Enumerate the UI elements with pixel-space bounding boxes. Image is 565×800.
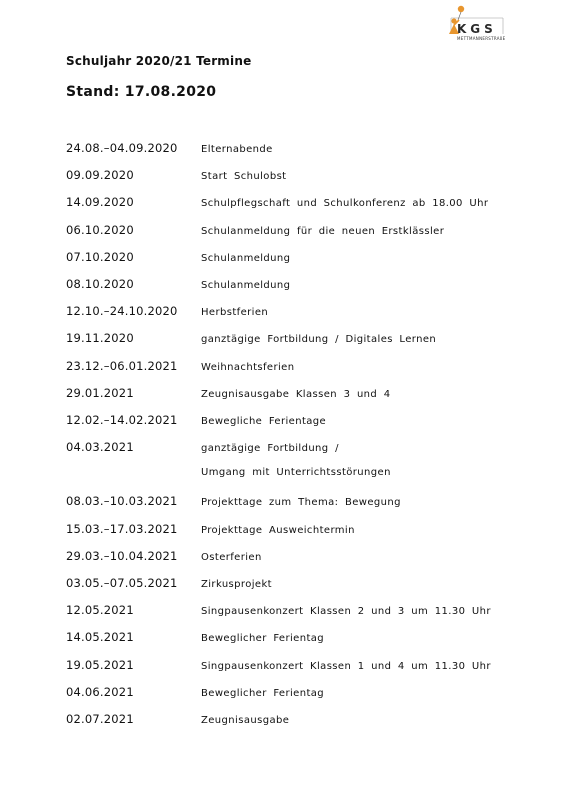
event-date: 02.07.2021: [66, 711, 134, 726]
logo-subtitle: METTMANNERSTRAßE: [457, 36, 506, 41]
event-row: [66, 277, 526, 304]
event-row: [66, 603, 526, 630]
event-row: [66, 494, 526, 521]
event-row: [66, 467, 526, 494]
event-date: 04.06.2021: [66, 684, 134, 699]
event-row: [66, 386, 526, 413]
event-row: [66, 223, 526, 250]
event-date: 15.03.–17.03.2021: [66, 521, 178, 536]
event-date: 07.10.2020: [66, 249, 134, 264]
event-description: Elternabende: [201, 144, 273, 155]
event-date: 24.08.–04.09.2020: [66, 141, 178, 155]
event-description: Projekttage zum Thema: Bewegung: [201, 497, 401, 509]
event-row: [66, 331, 526, 358]
event-description: ganztägige Fortbildung /: [201, 443, 339, 455]
event-row: [66, 250, 526, 277]
event-date: 12.05.2021: [66, 603, 134, 618]
logo-letters: KGS: [457, 22, 497, 36]
event-row: [66, 141, 526, 168]
event-date: 19.11.2020: [66, 331, 134, 346]
event-row: [66, 685, 526, 712]
event-date: 29.03.–10.04.2021: [66, 548, 178, 563]
event-description: Schulpflegschaft und Schulkonferenz ab 18.00 Uhr: [201, 198, 489, 210]
event-description: Weihnachtsferien: [201, 361, 295, 373]
event-date: 08.03.–10.03.2021: [66, 494, 178, 509]
event-row: [66, 304, 526, 331]
event-row: [66, 195, 526, 222]
event-row: [66, 168, 526, 195]
event-date: 19.05.2021: [66, 657, 134, 672]
event-description: Beweglicher Ferientag: [201, 633, 325, 645]
event-description: Schulanmeldung: [201, 252, 291, 264]
event-row: [66, 413, 526, 440]
event-date: 29.01.2021: [66, 385, 134, 400]
event-date: 12.02.–14.02.2021: [66, 412, 178, 427]
event-description: Herbstferien: [201, 307, 269, 319]
event-description: Bewegliche Ferientage: [201, 415, 327, 427]
event-description: Singpausenkonzert Klassen 1 und 4 um 11.30 Uhr: [201, 660, 491, 672]
event-description: Zeugnisausgabe Klassen 3 und 4: [201, 388, 391, 400]
event-description: Beweglicher Ferientag: [201, 687, 325, 699]
event-date: 03.05.–07.05.2021: [66, 576, 178, 590]
event-row: [66, 549, 526, 576]
status-date: Stand: 17.08.2020: [66, 84, 217, 100]
school-logo: [443, 4, 525, 44]
event-date: 04.03.2021: [66, 440, 134, 455]
event-date: 12.10.–24.10.2020: [66, 304, 178, 319]
event-row: [66, 630, 526, 657]
event-row: [66, 712, 526, 739]
event-row: [66, 440, 526, 467]
event-date: 09.09.2020: [66, 168, 134, 183]
event-row: [66, 522, 526, 549]
events-list: [66, 141, 526, 739]
event-description: Projekttage Ausweichtermin: [201, 524, 355, 536]
event-description: Schulanmeldung für die neuen Erstklässler: [201, 225, 445, 237]
event-description: ganztägige Fortbildung / Digitales Lernen: [201, 334, 437, 346]
event-description: Osterferien: [201, 551, 262, 563]
event-row: [66, 576, 526, 603]
event-row: [66, 359, 526, 386]
event-description: Start Schulobst: [201, 171, 287, 183]
event-description: Singpausenkonzert Klassen 2 und 3 um 11.30 Uhr: [201, 606, 491, 618]
event-description: Zeugnisausgabe: [201, 714, 290, 726]
event-description: Umgang mit Unterrichtsstörungen: [201, 467, 391, 479]
event-date: 08.10.2020: [66, 276, 134, 291]
event-date: 23.12.–06.01.2021: [66, 358, 178, 373]
event-date: 06.10.2020: [66, 222, 134, 237]
page-title: Schuljahr 2020/21 Termine: [66, 54, 252, 68]
event-date: 14.09.2020: [66, 195, 134, 210]
event-description: Zirkusprojekt: [201, 579, 272, 590]
event-description: Schulanmeldung: [201, 279, 291, 291]
event-date: 14.05.2021: [66, 630, 134, 645]
event-row: [66, 658, 526, 685]
